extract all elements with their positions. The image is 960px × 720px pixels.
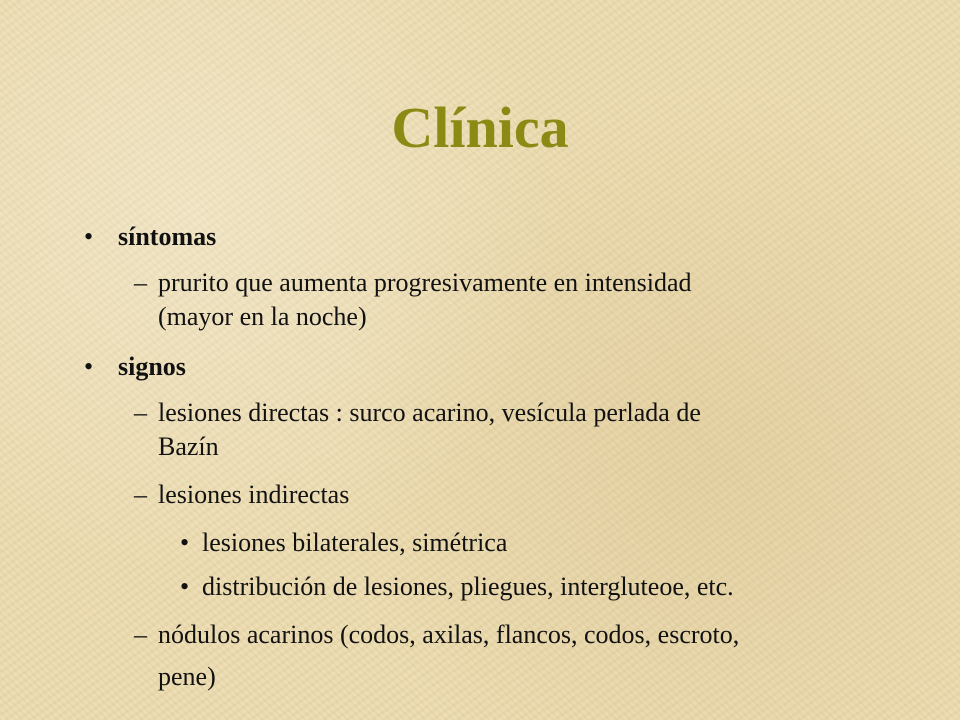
sub-sub-item-distribucion: distribución de lesiones, pliegues, intergluteoe, etc. [202,572,734,601]
dash-marker: – [134,268,147,297]
sub-bullet-marker: • [180,572,190,601]
sub-item-prurito-line2: (mayor en la noche) [158,302,367,331]
sub-item-lesiones-directas-line1: lesiones directas : surco acarino, vesícula perlada de [158,398,701,427]
sub-item-prurito-line1: prurito que aumenta progresivamente en intensidad [158,268,692,297]
sub-sub-item-bilaterales: lesiones bilaterales, simétrica [202,528,508,557]
sub-item-lesiones-indirectas: lesiones indirectas [158,480,350,509]
dash-marker: – [134,620,147,649]
sub-item-nodulos-line1: nódulos acarinos (codos, axilas, flancos, codos, escroto, [158,620,740,649]
bullet-marker: • [84,352,94,381]
sub-bullet-marker: • [180,528,190,557]
slide-title: Clínica [391,95,569,160]
dash-marker: – [134,480,147,509]
bullet-signos: signos [118,352,186,381]
bullet-sintomas: síntomas [118,222,217,251]
sub-item-nodulos-line2: pene) [158,662,216,691]
dash-marker: – [134,398,147,427]
sub-item-lesiones-directas-line2: Bazín [158,432,219,461]
bullet-marker: • [84,222,94,251]
